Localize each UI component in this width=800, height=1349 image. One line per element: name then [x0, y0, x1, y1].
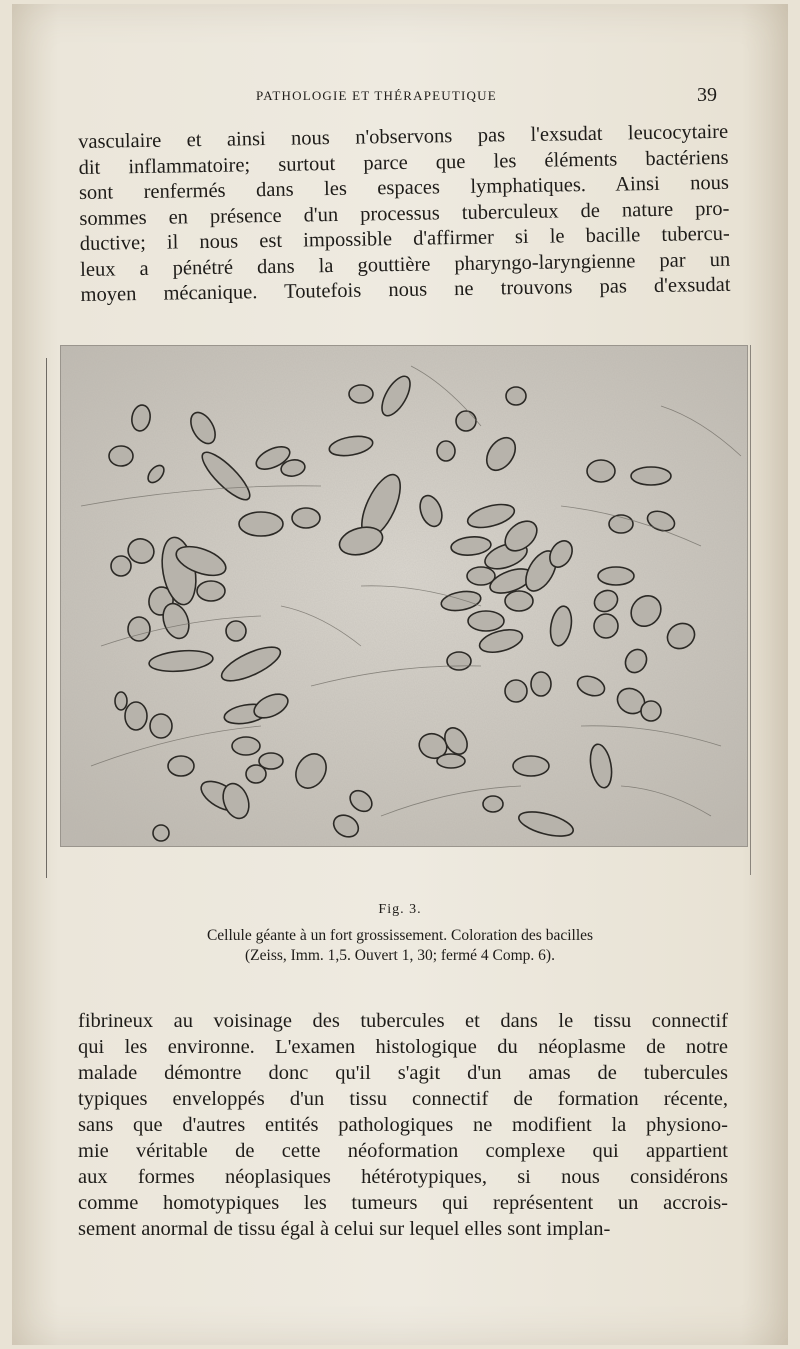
caption-line: (Zeiss, Imm. 1,5. Ouvert 1, 30; fermé 4 Comp. 6). [245, 947, 555, 964]
figure-frame-right [750, 345, 751, 875]
nucleus [128, 617, 150, 641]
nucleus [115, 692, 127, 710]
nucleus [437, 441, 455, 461]
page-header [0, 86, 800, 110]
nucleus [292, 508, 320, 528]
nucleus [109, 446, 133, 466]
micrograph-illustration [61, 346, 747, 846]
text-line: leux a pénétré dans la gouttière pharyngo-laryngienne par un [80, 248, 731, 281]
paragraph-bottom [78, 1008, 728, 1242]
nucleus [598, 567, 634, 585]
nucleus [456, 411, 476, 431]
text-line: mie véritable de cette néoformation complexe qui appartient [78, 1140, 728, 1162]
text-line: vasculaire et ainsi nous n'observons pas l'exsudat leucocytaire [78, 120, 729, 153]
nucleus [239, 512, 283, 536]
nucleus [505, 591, 533, 611]
text-line: malade démontre donc qu'il s'agit d'un amas de tubercules [78, 1062, 728, 1084]
nucleus [468, 611, 504, 631]
nucleus [594, 614, 618, 638]
text-line: moyen mécanique. Toutefois nous ne trouvons pas d'exsudat [80, 273, 731, 306]
text-line: aux formes néoplasiques hétérotypiques, si nous considérons [78, 1166, 728, 1188]
micrograph-figure [60, 345, 748, 847]
nucleus [505, 680, 527, 702]
page-number: 39 [697, 84, 717, 106]
nucleus [232, 737, 260, 755]
nucleus [609, 515, 633, 533]
text-line: sans que d'autres entités pathologiques ne modifient la physiono- [78, 1114, 728, 1136]
nucleus [513, 756, 549, 776]
text-line: fibrineux au voisinage des tubercules et dans le tissu connectif [78, 1010, 728, 1032]
nucleus [125, 702, 147, 730]
figure-caption [0, 900, 800, 966]
text-line: sommes en présence d'un processus tuberculeux de nature pro- [79, 197, 730, 230]
figure-label: Fig. 3. [378, 902, 422, 917]
nucleus [437, 754, 465, 768]
nucleus [631, 467, 671, 485]
paragraph-top [78, 120, 731, 309]
text-line: comme homotypiques les tumeurs qui représentent un accrois- [78, 1192, 728, 1214]
nucleus [197, 581, 225, 601]
nucleus [168, 756, 194, 776]
nucleus [506, 387, 526, 405]
nucleus [246, 765, 266, 783]
text-line: qui les environne. L'examen histologique du néoplasme de notre [78, 1036, 728, 1058]
text-line: ductive; il nous est impossible d'affirmer si le bacille tubercu- [79, 222, 730, 255]
nucleus [150, 714, 172, 738]
text-line: sont renfermés dans les espaces lymphatiques. Ainsi nous [78, 171, 730, 204]
nucleus [641, 701, 661, 721]
text-line: dit inflammatoire; surtout parce que les éléments bactériens [78, 146, 729, 179]
nucleus [531, 672, 551, 696]
nucleus [226, 621, 246, 641]
nucleus [447, 652, 471, 670]
running-head: PATHOLOGIE ET THÉRAPEUTIQUE [256, 88, 497, 103]
caption-line: Cellule géante à un fort grossissement. Coloration des bacilles [206, 927, 594, 944]
nucleus [587, 460, 615, 482]
nucleus [483, 796, 503, 812]
text-line: sement anormal de tissu égal à celui sur lequel elles sont implan- [78, 1218, 611, 1240]
text-line: typiques enveloppés d'un tissu connectif de formation récente, [78, 1088, 728, 1110]
figure-frame-left [46, 358, 47, 878]
nucleus [153, 825, 169, 841]
nucleus [349, 385, 373, 403]
nucleus [111, 556, 131, 576]
